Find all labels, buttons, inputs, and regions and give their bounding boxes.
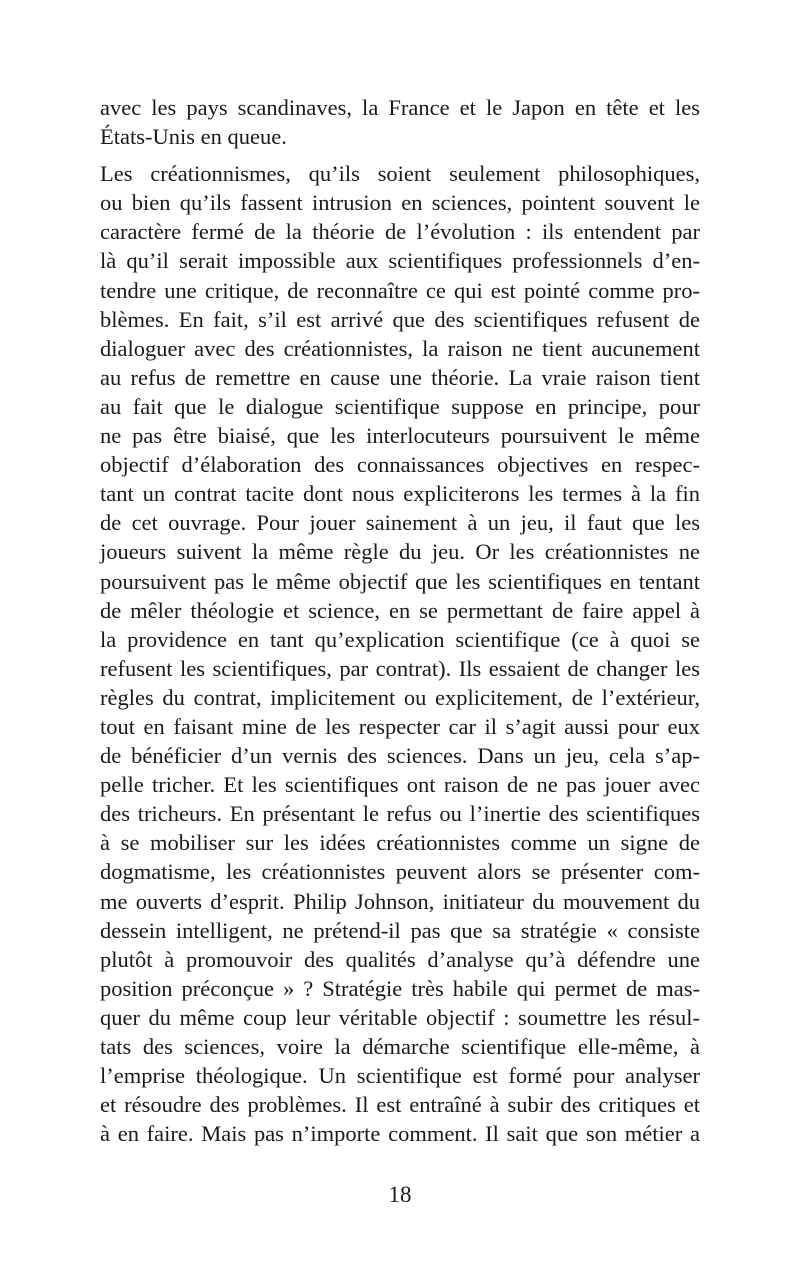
text-line: joueurs suivent la même règle du jeu. Or les créationnistes ne bbox=[100, 539, 700, 565]
text-line: blèmes. En fait, s’il est arrivé que des scientifiques refusent de bbox=[100, 306, 700, 332]
text-line: plutôt à promouvoir des qualités d’analyse qu’à défendre une bbox=[100, 946, 700, 972]
text-line: à se mobiliser sur les idées créationnistes comme un signe de bbox=[100, 830, 700, 856]
text-line: l’emprise théologique. Un scientifique est formé pour analyser bbox=[100, 1063, 700, 1089]
text-line: position préconçue » ? Stratégie très habile qui permet de mas- bbox=[100, 975, 700, 1001]
text-line: de cet ouvrage. Pour jouer sainement à un jeu, il faut que les bbox=[100, 510, 700, 536]
text-line: tout en faisant mine de les respecter car il s’agit aussi pour eux bbox=[100, 713, 700, 739]
text-line: de mêler théologie et science, en se permettant de faire appel à bbox=[100, 597, 700, 623]
text-line: et résoudre des problèmes. Il est entraîné à subir des critiques et bbox=[100, 1092, 700, 1118]
text-line: ne pas être biaisé, que les interlocuteurs poursuivent le même bbox=[100, 423, 700, 449]
text-line: au fait que le dialogue scientifique suppose en principe, pour bbox=[100, 393, 700, 419]
text-line: me ouverts d’esprit. Philip Johnson, initiateur du mouvement du bbox=[100, 888, 700, 914]
text-line: à en faire. Mais pas n’importe comment. Il sait que son métier a bbox=[100, 1121, 700, 1147]
text-line: la providence en tant qu’explication scientifique (ce à quoi se bbox=[100, 626, 700, 652]
text-line: objectif d’élaboration des connaissances objectives en respec- bbox=[100, 452, 700, 478]
paragraph bbox=[100, 159, 700, 1148]
text-line: tendre une critique, de reconnaître ce qui est pointé comme pro- bbox=[100, 277, 700, 303]
text-line: des tricheurs. En présentant le refus ou l’inertie des scientifiques bbox=[100, 801, 700, 827]
body-text bbox=[100, 93, 700, 1148]
text-line: tats des sciences, voire la démarche scientifique elle-même, à bbox=[100, 1034, 700, 1059]
text-line: ou bien qu’ils fassent intrusion en sciences, pointent souvent le bbox=[100, 190, 700, 216]
text-line: refusent les scientifiques, par contrat). Ils essaient de changer les bbox=[100, 655, 700, 681]
text-line: de bénéficier d’un vernis des sciences. Dans un jeu, cela s’ap- bbox=[100, 743, 700, 769]
text-line: dialoguer avec des créationnistes, la raison ne tient aucunement bbox=[100, 335, 700, 361]
text-line: tant un contrat tacite dont nous expliciterons les termes à la fin bbox=[100, 481, 700, 507]
text-line: États-Unis en queue. bbox=[100, 124, 287, 150]
text-line: quer du même coup leur véritable objectif : soumettre les résul- bbox=[100, 1004, 700, 1030]
text-line: Les créationnismes, qu’ils soient seulement philosophiques, bbox=[100, 161, 700, 187]
text-line: avec les pays scandinaves, la France et le Japon en tête et les bbox=[100, 95, 700, 120]
text-line: pelle tricher. Et les scientifiques ont raison de ne pas jouer avec bbox=[100, 772, 700, 798]
text-line: là qu’il serait impossible aux scientifiques professionnels d’en- bbox=[100, 248, 700, 274]
text-line: caractère fermé de la théorie de l’évolution : ils entendent par bbox=[100, 219, 700, 245]
text-line: poursuivent pas le même objectif que les scientifiques en tentant bbox=[100, 568, 700, 594]
text-line: règles du contrat, implicitement ou explicitement, de l’extérieur, bbox=[100, 684, 700, 710]
text-line: au refus de remettre en cause une théorie. La vraie raison tient bbox=[100, 364, 700, 390]
text-line: dessein intelligent, ne prétend-il pas que sa stratégie « consiste bbox=[100, 917, 700, 943]
paragraph bbox=[100, 93, 700, 151]
page-number: 18 bbox=[388, 1182, 412, 1207]
text-line: dogmatisme, les créationnistes peuvent alors se présenter com- bbox=[100, 859, 700, 885]
